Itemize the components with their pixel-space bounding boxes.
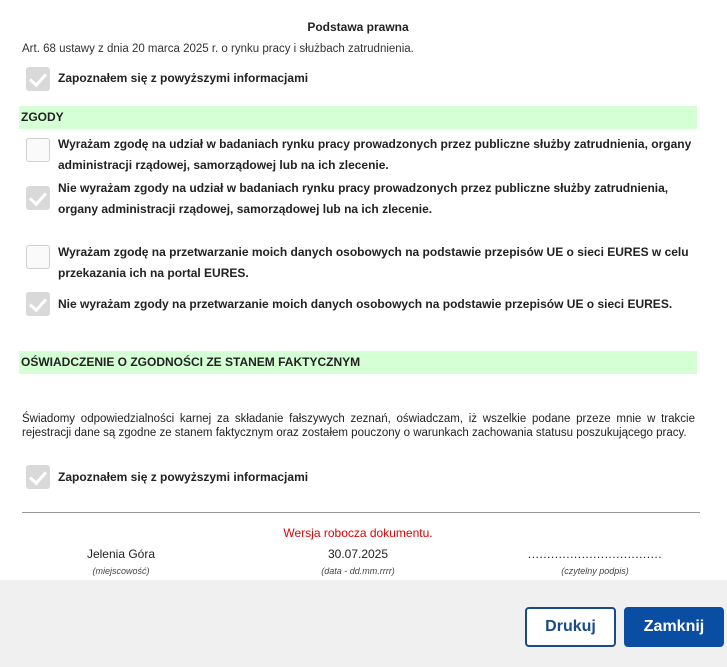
- consent-eures-yes-label: [58, 242, 698, 284]
- consent-eures-no-label: Nie wyrażam zgody na przetwarzanie moich danych osobowych na podstawie przepisów UE o sieci EURES.: [58, 297, 673, 311]
- checkmark-icon: [29, 467, 47, 486]
- date-caption: (data - dd.mm.rrrr): [321, 566, 395, 576]
- checkmark-icon: [29, 294, 47, 313]
- legal-ack-label: Zapoznałem się z powyższymi informacjami: [58, 71, 309, 85]
- divider: [22, 512, 700, 513]
- print-button[interactable]: Drukuj: [525, 607, 616, 647]
- checkmark-icon: [29, 69, 47, 88]
- consent-research-no-label: [58, 178, 698, 220]
- consent-label-line: Wyrażam zgodę na przetwarzanie moich danych osobowych na podstawie przepisów UE o sieci EURES w celu: [58, 245, 689, 259]
- close-button[interactable]: Zamknij: [624, 607, 724, 647]
- declaration-text: Świadomy odpowiedzialności karnej za składanie fałszywych zeznań, oświadczam, iż wszelkie podane przeze mnie w trakcie rejestracji dane są zgodne ze stanem faktycznym oraz zostałem pouczony o warunkach zachowania statusu poszukującego pracy.: [22, 413, 695, 439]
- consent-label-line: administracji rządowej, samorządowej lub na ich zlecenie.: [58, 158, 389, 172]
- consent-eures-no-checkbox[interactable]: [26, 292, 50, 316]
- consent-eures-yes-checkbox[interactable]: [26, 245, 50, 269]
- place-caption: (miejscowość): [92, 566, 150, 576]
- checkmark-icon: [29, 188, 47, 207]
- consent-research-yes-checkbox[interactable]: [26, 138, 50, 162]
- signature-caption: (czytelny podpis): [561, 566, 629, 576]
- consent-label-line: przekazania ich na portal EURES.: [58, 266, 249, 280]
- draft-notice: Wersja robocza dokumentu.: [283, 526, 433, 540]
- consent-research-yes-label: [58, 134, 698, 176]
- legal-basis-text: Art. 68 ustawy z dnia 20 marca 2025 r. o rynku pracy i służbach zatrudnienia.: [22, 43, 414, 55]
- consent-label-line: Nie wyrażam zgody na udział w badaniach rynku pracy prowadzonych przez publiczne służby zatrudnienia,: [58, 181, 669, 195]
- declaration-ack-checkbox[interactable]: [26, 465, 50, 489]
- consent-label-line: organy administracji rządowej, samorządowej lub na ich zlecenie.: [58, 202, 433, 216]
- place-value: Jelenia Góra: [86, 547, 156, 561]
- legal-ack-checkbox[interactable]: [26, 67, 50, 91]
- consents-section-header: ZGODY: [19, 106, 697, 129]
- consent-research-no-checkbox[interactable]: [26, 186, 50, 210]
- declaration-ack-label: Zapoznałem się z powyższymi informacjami: [58, 470, 309, 484]
- dialog-footer: [0, 580, 727, 667]
- declaration-section-header: OŚWIADCZENIE O ZGODNOŚCI ZE STANEM FAKTYCZNYM: [19, 351, 697, 374]
- signature-line: ...................................: [527, 547, 663, 561]
- date-value: 30.07.2025: [327, 547, 389, 561]
- legal-basis-title: Podstawa prawna: [307, 20, 409, 34]
- consent-label-line: Wyrażam zgodę na udział w badaniach rynku pracy prowadzonych przez publiczne służby zatrudnienia, organy: [58, 137, 692, 151]
